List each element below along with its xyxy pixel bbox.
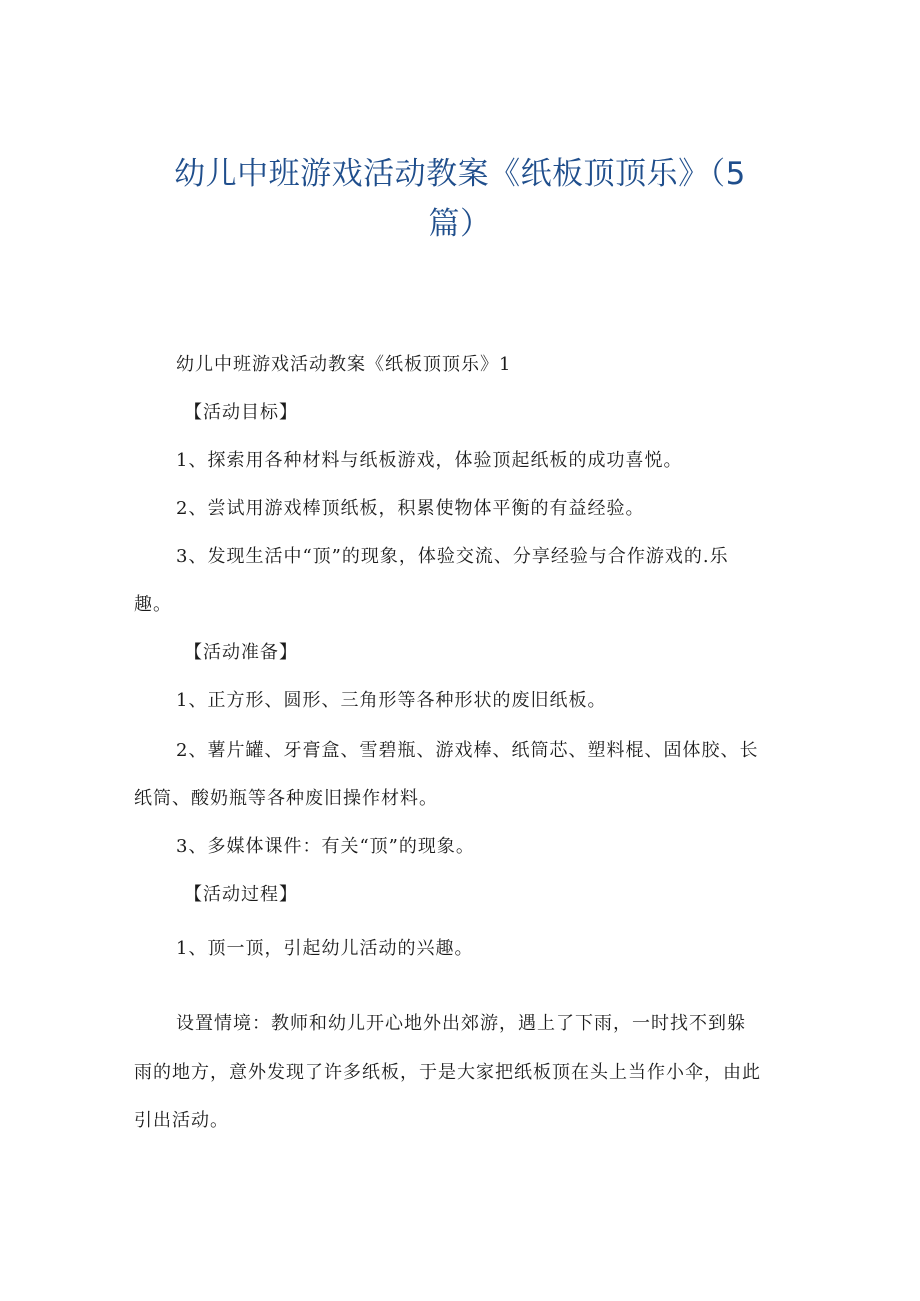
goal-item-3-continued: 趣。 [134,594,172,615]
goal-item-2: 2、尝试用游戏棒顶纸板，积累使物体平衡的有益经验。 [176,498,645,519]
goals-heading: 【活动目标】 [184,402,298,423]
prep-item-3: 3、多媒体课件：有关“顶”的现象。 [176,836,475,857]
scene-paragraph-line2: 雨的地方，意外发现了许多纸板，于是大家把纸板顶在头上当作小伞，由此 [134,1062,761,1083]
process-item-1: 1、顶一顶，引起幼儿活动的兴趣。 [176,938,474,959]
prep-item-2: 2、薯片罐、牙膏盒、雪碧瓶、游戏棒、纸筒芯、塑料棍、固体胶、长 [176,740,759,761]
prep-heading: 【活动准备】 [184,642,298,663]
scene-paragraph-line3: 引出活动。 [134,1110,229,1131]
scene-paragraph: 设置情境：教师和幼儿开心地外出郊游，遇上了下雨，一时找不到躲 [176,1013,746,1034]
section-subtitle: 幼儿中班游戏活动教案《纸板顶顶乐》1 [176,354,512,375]
document-title-continued: 篇） [428,206,492,242]
goal-item-3: 3、发现生活中“顶”的现象，体验交流、分享经验与合作游戏的.乐 [176,546,729,567]
prep-item-1: 1、正方形、圆形、三角形等各种形状的废旧纸板。 [176,690,607,711]
document-title: 幼儿中班游戏活动教案《纸板顶顶乐》（5 [174,156,746,192]
process-heading: 【活动过程】 [184,884,298,905]
prep-item-2-continued: 纸筒、酸奶瓶等各种废旧操作材料。 [134,788,438,809]
goal-item-1: 1、探索用各种材料与纸板游戏，体验顶起纸板的成功喜悦。 [176,450,683,471]
